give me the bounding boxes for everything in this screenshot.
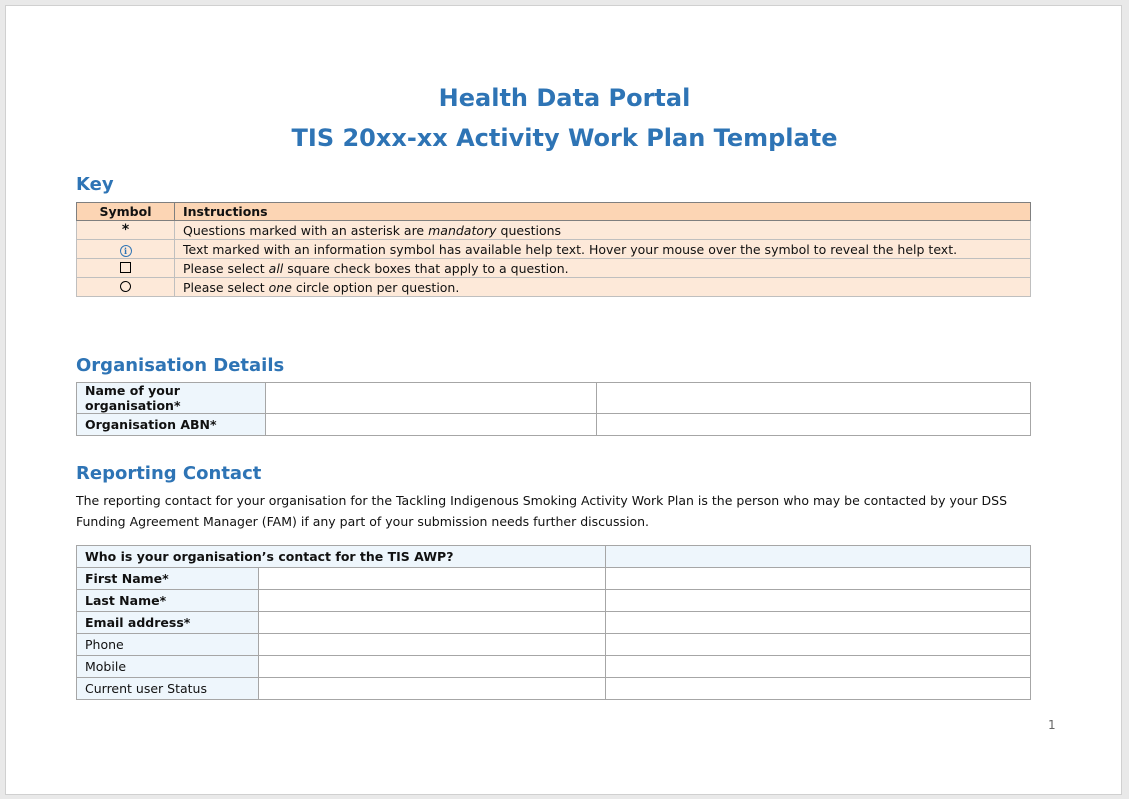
- organisation-abn-field[interactable]: [266, 414, 597, 436]
- mobile-label: Mobile: [77, 656, 259, 678]
- table-row: [77, 612, 1031, 634]
- table-row: [77, 634, 1031, 656]
- key-row-mandatory: [77, 221, 1031, 240]
- table-row: [77, 568, 1031, 590]
- document-page: [5, 5, 1122, 795]
- current-user-status-label: Current user Status: [77, 678, 259, 700]
- email-address-label: Email address*: [77, 612, 259, 634]
- mobile-field[interactable]: [259, 656, 606, 678]
- key-table: [76, 202, 1031, 297]
- first-name-label: First Name*: [77, 568, 259, 590]
- asterisk-icon: *: [121, 222, 130, 238]
- page-number: 1: [1048, 718, 1056, 732]
- key-instruction: Questions marked with an asterisk are mandatory questions: [175, 221, 1031, 240]
- organisation-details-table: [76, 382, 1031, 436]
- key-heading: Key: [76, 174, 114, 195]
- key-instructions-header: Instructions: [175, 203, 1031, 221]
- reporting-contact-description: The reporting contact for your organisation for the Tackling Indigenous Smoking Activity Work Plan is the person who may be contacted by your DSS Funding Agreement Manager (FAM) if any part of your submission needs further discussion.: [76, 493, 1008, 529]
- table-row: [77, 414, 1031, 436]
- email-address-extra-field[interactable]: [606, 612, 1031, 634]
- table-row: [77, 656, 1031, 678]
- organisation-details-heading: Organisation Details: [76, 355, 285, 376]
- radio-icon: [120, 281, 131, 292]
- info-icon[interactable]: i: [120, 245, 132, 257]
- organisation-name-extra-field[interactable]: [597, 383, 1031, 414]
- email-address-field[interactable]: [259, 612, 606, 634]
- document-subtitle: TIS 20xx-xx Activity Work Plan Template: [291, 124, 838, 152]
- key-row-info: [77, 240, 1031, 259]
- first-name-extra-field[interactable]: [606, 568, 1031, 590]
- reporting-contact-heading: Reporting Contact: [76, 463, 262, 484]
- reporting-contact-table: [76, 545, 1031, 700]
- last-name-label: Last Name*: [77, 590, 259, 612]
- key-instruction: Please select one circle option per question.: [175, 278, 1031, 297]
- organisation-name-field[interactable]: [266, 383, 597, 414]
- mobile-extra-field[interactable]: [606, 656, 1031, 678]
- phone-field[interactable]: [259, 634, 606, 656]
- last-name-extra-field[interactable]: [606, 590, 1031, 612]
- contact-question-label: Who is your organisation’s contact for the TIS AWP?: [77, 546, 606, 568]
- table-row: [77, 590, 1031, 612]
- contact-question-extra: [606, 546, 1031, 568]
- key-row-radio: [77, 278, 1031, 297]
- key-row-checkbox: [77, 259, 1031, 278]
- key-header-row: [77, 203, 1031, 221]
- last-name-field[interactable]: [259, 590, 606, 612]
- organisation-name-label: Name of your organisation*: [77, 383, 266, 414]
- current-user-status-extra-field[interactable]: [606, 678, 1031, 700]
- document-title: Health Data Portal: [438, 84, 691, 112]
- table-row: [77, 546, 1031, 568]
- table-row: [77, 678, 1031, 700]
- current-user-status-field[interactable]: [259, 678, 606, 700]
- key-instruction: Please select all square check boxes that apply to a question.: [175, 259, 1031, 278]
- phone-label: Phone: [77, 634, 259, 656]
- key-symbol-header: Symbol: [77, 203, 175, 221]
- first-name-field[interactable]: [259, 568, 606, 590]
- organisation-abn-extra-field[interactable]: [597, 414, 1031, 436]
- key-instruction: Text marked with an information symbol has available help text. Hover your mouse over the symbol to reveal the help text.: [175, 240, 1031, 259]
- phone-extra-field[interactable]: [606, 634, 1031, 656]
- table-row: [77, 383, 1031, 414]
- organisation-abn-label: Organisation ABN*: [77, 414, 266, 436]
- checkbox-icon: [120, 262, 131, 273]
